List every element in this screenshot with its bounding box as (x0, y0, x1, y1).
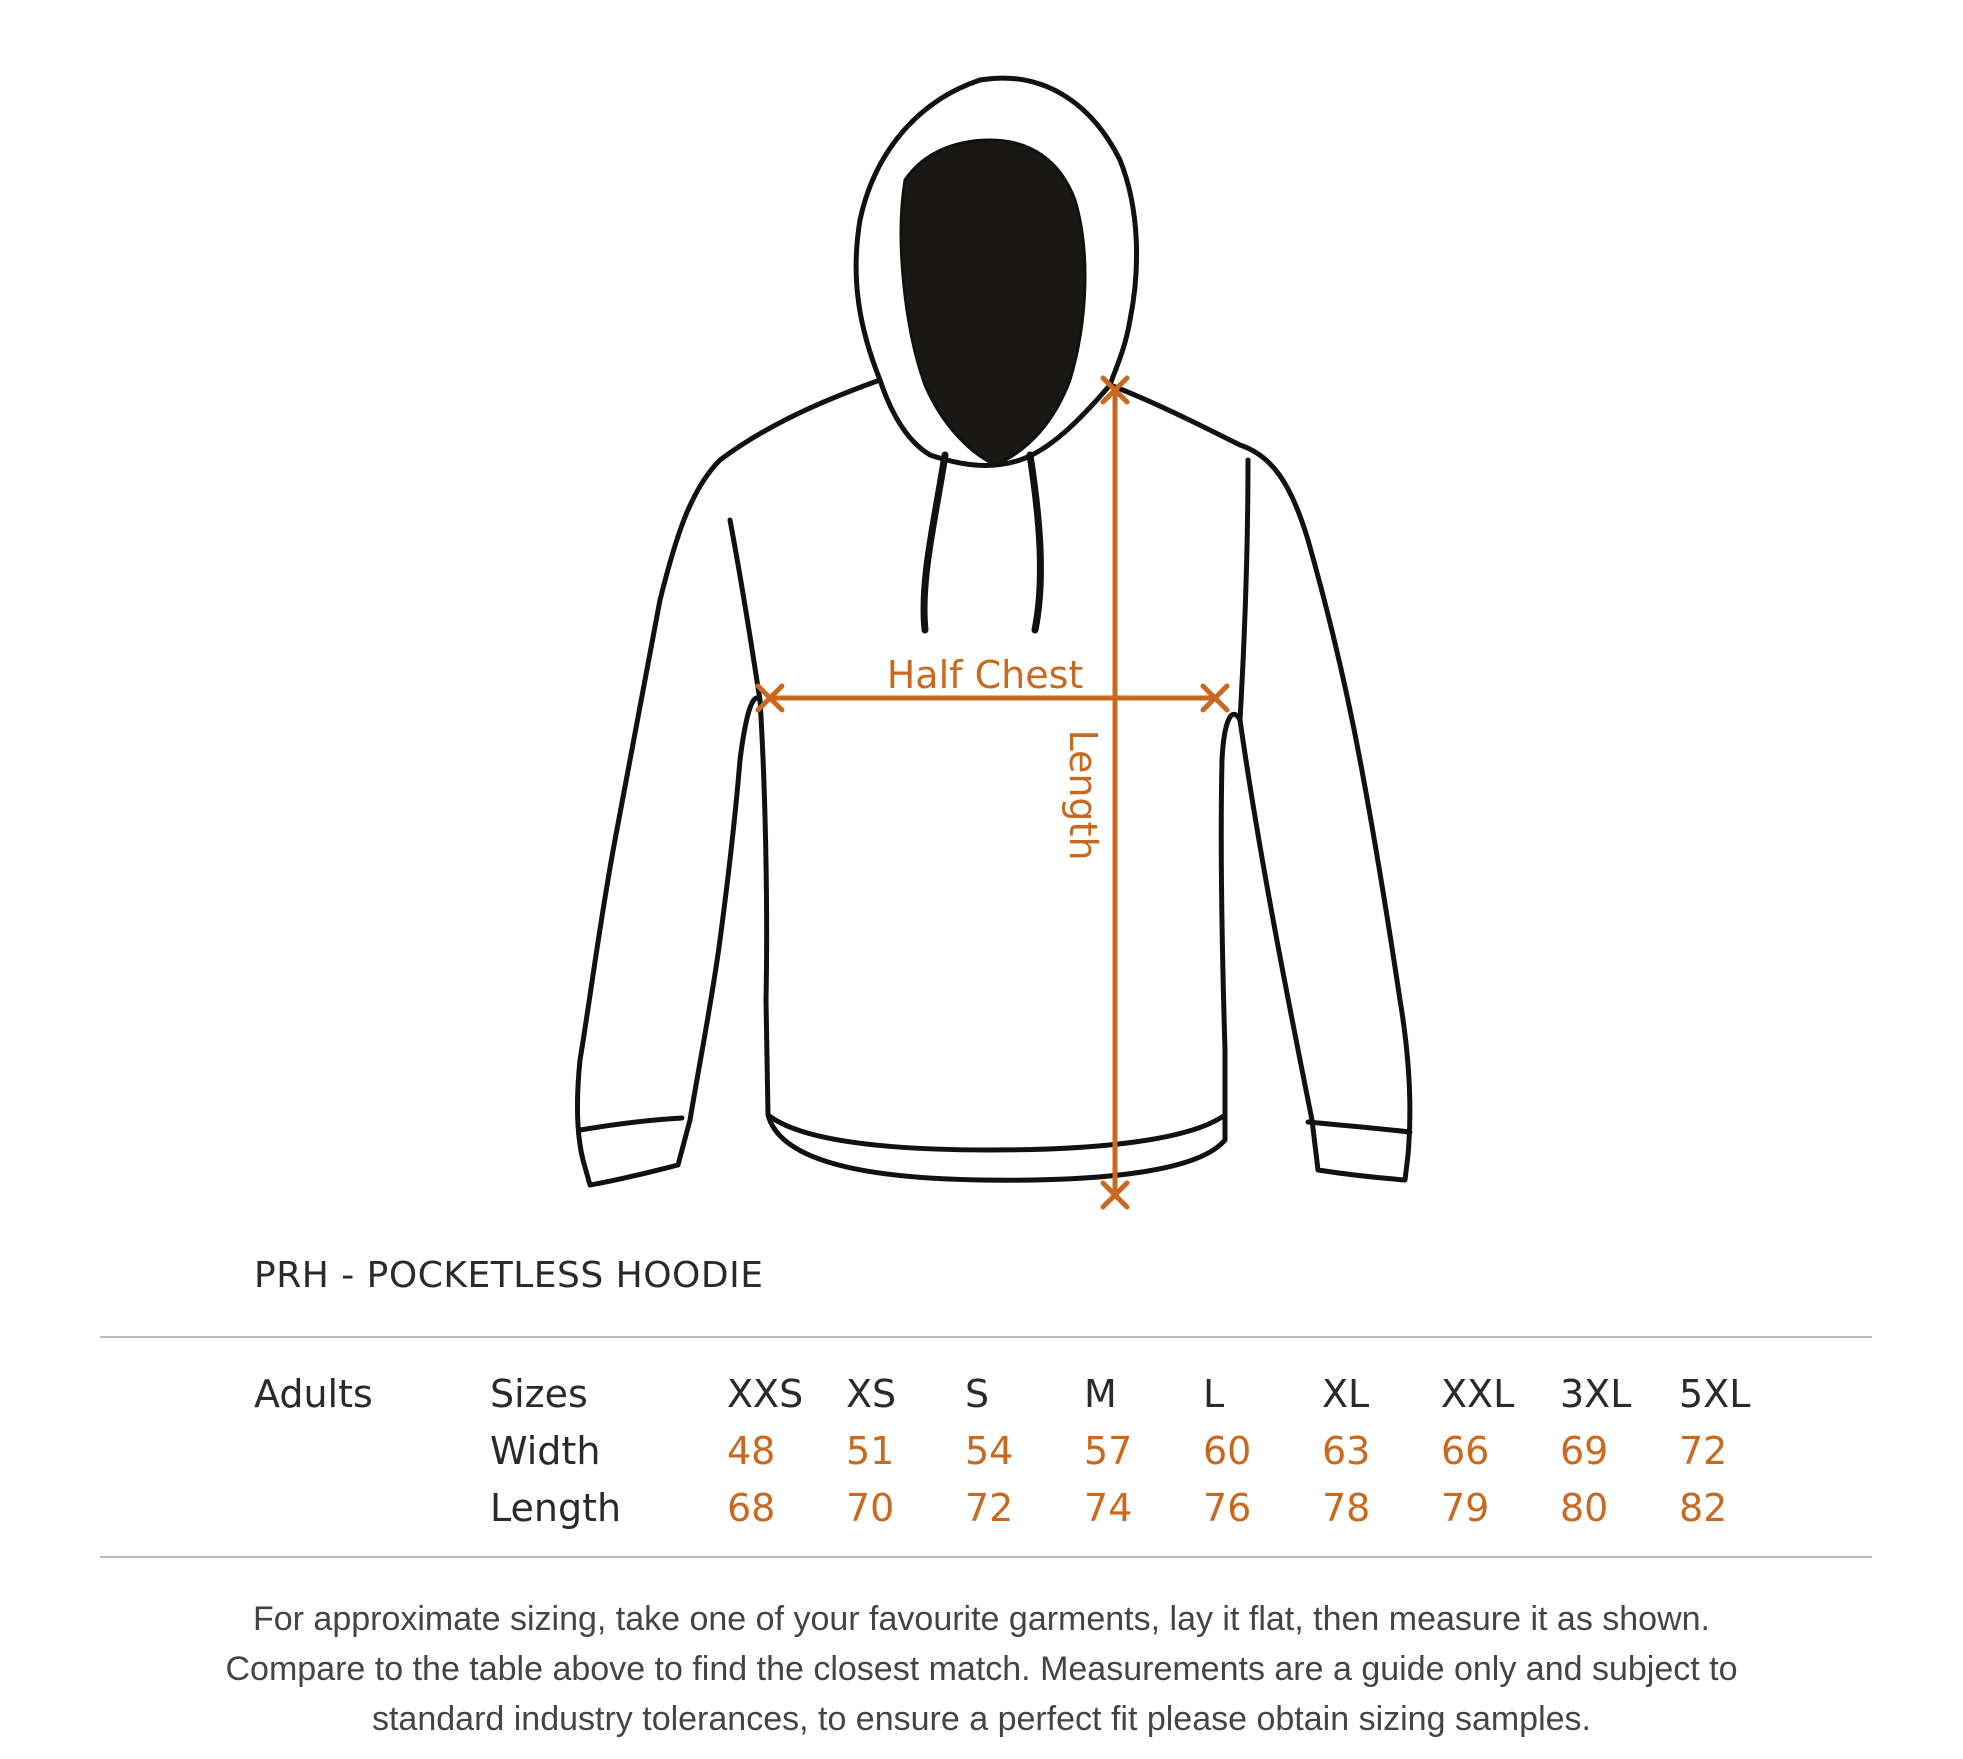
sizing-note-line: Compare to the table above to find the closest match. Measurements are a guide only and subject to (225, 1650, 1738, 1688)
hem-band-line (768, 1115, 1225, 1150)
sizing-note (0, 1594, 1963, 1744)
size-cell: XXS (727, 1372, 804, 1416)
length-cell: 78 (1322, 1486, 1371, 1530)
width-cell: 51 (846, 1429, 895, 1473)
row-header-sizes: Sizes (490, 1372, 588, 1416)
size-cell: S (965, 1372, 990, 1416)
sizing-note-line: standard industry tolerances, to ensure a perfect fit please obtain sizing samples. (371, 1700, 1591, 1738)
length-cell: 72 (965, 1486, 1014, 1530)
length-cell: 82 (1679, 1486, 1728, 1530)
right-drawstring (1030, 455, 1040, 630)
size-cell: 3XL (1560, 1372, 1632, 1416)
size-cell: XXL (1441, 1372, 1515, 1416)
length-cell: 79 (1441, 1486, 1490, 1530)
left-drawstring (924, 455, 945, 630)
length-cell: 70 (846, 1486, 895, 1530)
table-top-divider (100, 1336, 1872, 1338)
width-cell: 60 (1203, 1429, 1252, 1473)
right-cuff-line (1308, 1122, 1410, 1132)
width-cell: 72 (1679, 1429, 1728, 1473)
size-cell: XS (846, 1372, 897, 1416)
row-header-length: Length (490, 1486, 622, 1530)
left-cuff-line (580, 1118, 682, 1130)
size-cell: M (1084, 1372, 1117, 1416)
size-cell: XL (1322, 1372, 1370, 1416)
product-title: PRH - POCKETLESS HOODIE (254, 1255, 764, 1296)
size-cell: L (1203, 1372, 1225, 1416)
width-cell: 57 (1084, 1429, 1133, 1473)
table-bottom-divider (100, 1556, 1872, 1558)
width-cell: 48 (727, 1429, 776, 1473)
sizing-note-line: For approximate sizing, take one of your favourite garments, lay it flat, then measure it as shown. (252, 1600, 1711, 1638)
hoodie-outline (577, 380, 1410, 1185)
width-cell: 69 (1560, 1429, 1609, 1473)
left-sleeve-seam (730, 520, 760, 700)
group-label: Adults (254, 1372, 373, 1416)
length-cell: 80 (1560, 1486, 1609, 1530)
size-cell: 5XL (1679, 1372, 1751, 1416)
right-sleeve-seam (1240, 460, 1248, 720)
length-label: Length (1061, 729, 1105, 861)
row-header-width: Width (490, 1429, 601, 1473)
length-cell: 74 (1084, 1486, 1133, 1530)
length-cell: 76 (1203, 1486, 1252, 1530)
width-cell: 63 (1322, 1429, 1371, 1473)
half-chest-label: Half Chest (886, 653, 1084, 697)
hood-opening (901, 140, 1085, 465)
length-cell: 68 (727, 1486, 776, 1530)
width-cell: 54 (965, 1429, 1014, 1473)
width-cell: 66 (1441, 1429, 1490, 1473)
